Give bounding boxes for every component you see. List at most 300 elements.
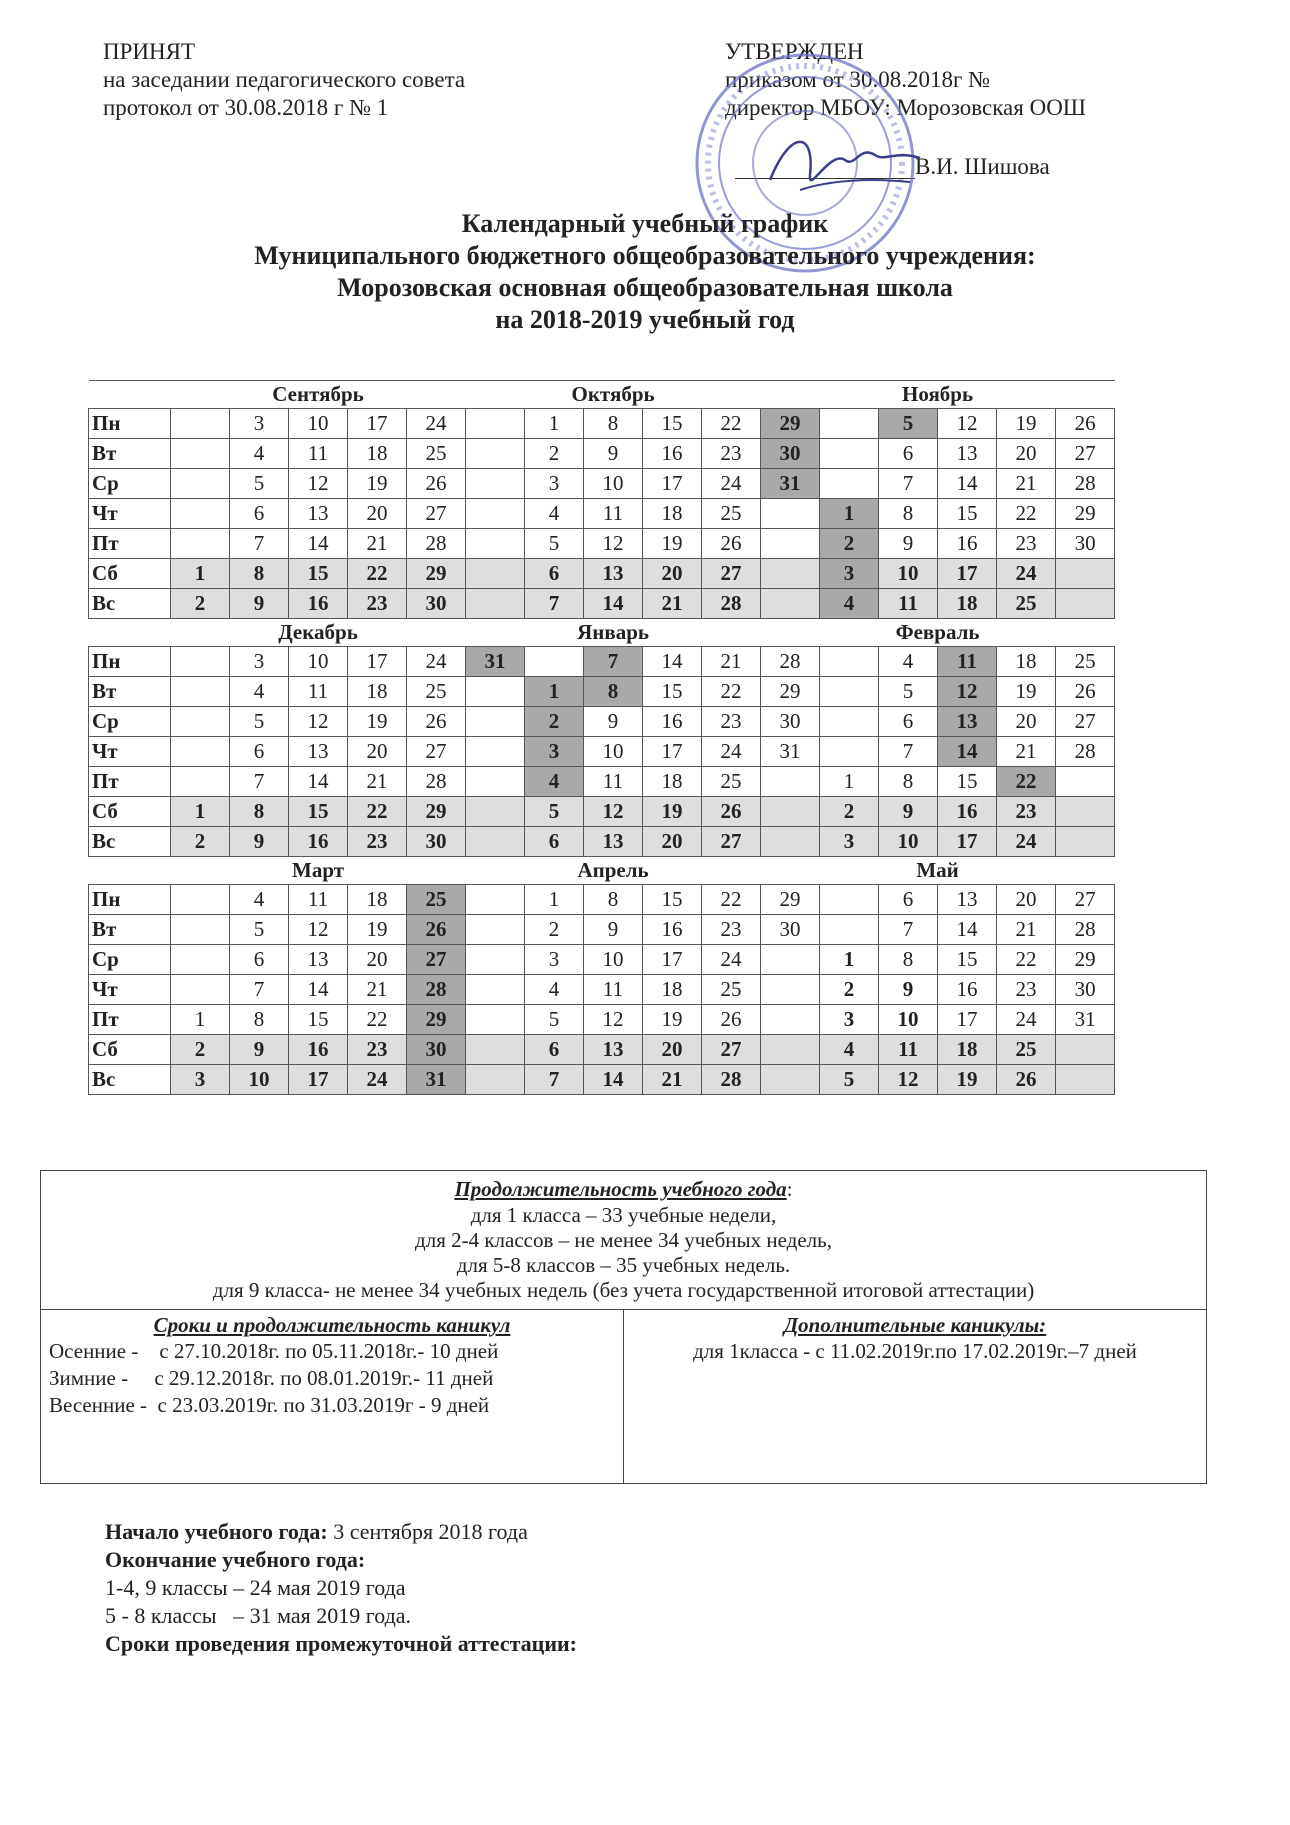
calendar-day-cell: 6 bbox=[525, 1035, 584, 1065]
calendar-day-cell: 2 bbox=[820, 797, 879, 827]
calendar-day-cell: 12 bbox=[938, 409, 997, 439]
calendar-day-cell: 10 bbox=[584, 469, 643, 499]
calendar-day-cell bbox=[1056, 589, 1115, 619]
calendar-day-cell: 8 bbox=[879, 499, 938, 529]
calendar-day-cell: 13 bbox=[584, 1035, 643, 1065]
calendar-day-cell: 29 bbox=[1056, 945, 1115, 975]
calendar-day-cell: 29 bbox=[761, 885, 820, 915]
calendar-day-cell: 30 bbox=[761, 439, 820, 469]
calendar-day-cell: 4 bbox=[525, 975, 584, 1005]
calendar-day-cell: 21 bbox=[348, 767, 407, 797]
calendar-day-cell: 5 bbox=[230, 915, 289, 945]
calendar-day-cell: 12 bbox=[938, 677, 997, 707]
accepted-protocol-line: протокол от 30.08.2018 г № 1 bbox=[103, 95, 389, 120]
calendar-day-cell bbox=[466, 409, 525, 439]
calendar-day-cell bbox=[171, 767, 230, 797]
weekday-label: Чт bbox=[89, 975, 171, 1005]
calendar-day-cell: 15 bbox=[938, 767, 997, 797]
calendar-day-cell: 22 bbox=[997, 767, 1056, 797]
calendar-day-cell: 3 bbox=[820, 1005, 879, 1035]
calendar-week-row bbox=[89, 439, 1115, 469]
calendar-day-cell: 28 bbox=[1056, 737, 1115, 767]
calendar-day-cell: 24 bbox=[997, 1005, 1056, 1035]
year-end-line: 5 - 8 классы – 31 мая 2019 года. bbox=[105, 1603, 412, 1628]
calendar-day-cell bbox=[466, 945, 525, 975]
approved-director-line: директор МБОУ: Морозовская ООШ bbox=[725, 95, 1087, 120]
calendar-day-cell: 24 bbox=[407, 647, 466, 677]
calendar-day-cell: 9 bbox=[584, 915, 643, 945]
calendar-day-cell: 19 bbox=[348, 469, 407, 499]
calendar-day-cell: 5 bbox=[525, 1005, 584, 1035]
calendar-day-cell: 16 bbox=[938, 975, 997, 1005]
calendar-day-cell: 31 bbox=[466, 647, 525, 677]
title-line: Морозовская основная общеобразовательная школа bbox=[337, 273, 953, 302]
calendar-day-cell bbox=[466, 589, 525, 619]
month-name: Апрель bbox=[466, 857, 761, 885]
calendar-day-cell: 30 bbox=[1056, 975, 1115, 1005]
calendar-day-cell: 30 bbox=[761, 915, 820, 945]
calendar-day-cell: 10 bbox=[879, 559, 938, 589]
calendar-day-cell: 11 bbox=[289, 439, 348, 469]
calendar-day-cell bbox=[1056, 767, 1115, 797]
calendar-day-cell: 31 bbox=[761, 469, 820, 499]
calendar-day-cell: 8 bbox=[230, 797, 289, 827]
calendar-week-row bbox=[89, 529, 1115, 559]
calendar-day-cell bbox=[820, 409, 879, 439]
calendar-day-cell: 28 bbox=[1056, 469, 1115, 499]
calendar-day-cell: 16 bbox=[643, 915, 702, 945]
calendar-day-cell: 9 bbox=[584, 707, 643, 737]
calendar-day-cell: 10 bbox=[879, 1005, 938, 1035]
calendar-day-cell: 23 bbox=[997, 529, 1056, 559]
calendar-day-cell: 14 bbox=[938, 469, 997, 499]
year-duration-line: для 9 класса- не менее 34 учебных недель (без учета государственной итоговой аттестации) bbox=[212, 1278, 1035, 1302]
weekday-label: Вт bbox=[89, 677, 171, 707]
calendar-day-cell: 1 bbox=[820, 767, 879, 797]
calendar-day-cell: 31 bbox=[761, 737, 820, 767]
calendar-week-row bbox=[89, 975, 1115, 1005]
calendar-day-cell: 29 bbox=[407, 1005, 466, 1035]
calendar-day-cell: 3 bbox=[230, 409, 289, 439]
calendar-day-cell: 1 bbox=[525, 677, 584, 707]
month-header-spacer bbox=[89, 619, 171, 647]
calendar-day-cell bbox=[761, 499, 820, 529]
calendar-day-cell: 25 bbox=[702, 975, 761, 1005]
month-name: Май bbox=[761, 857, 1115, 885]
calendar-day-cell: 19 bbox=[997, 677, 1056, 707]
weekday-label: Чт bbox=[89, 499, 171, 529]
calendar-day-cell: 14 bbox=[938, 737, 997, 767]
calendar-day-cell: 14 bbox=[584, 589, 643, 619]
calendar-week-row bbox=[89, 827, 1115, 857]
calendar-day-cell: 27 bbox=[1056, 885, 1115, 915]
calendar-day-cell: 3 bbox=[171, 1065, 230, 1095]
calendar-day-cell: 19 bbox=[938, 1065, 997, 1095]
calendar-day-cell bbox=[466, 439, 525, 469]
calendar-day-cell: 6 bbox=[525, 827, 584, 857]
calendar-day-cell: 7 bbox=[525, 1065, 584, 1095]
calendar-day-cell: 14 bbox=[938, 915, 997, 945]
calendar-day-cell: 17 bbox=[348, 409, 407, 439]
calendar-day-cell: 9 bbox=[879, 975, 938, 1005]
calendar-day-cell: 2 bbox=[820, 975, 879, 1005]
calendar-day-cell bbox=[171, 737, 230, 767]
director-signature bbox=[760, 120, 930, 210]
calendar-day-cell: 19 bbox=[348, 707, 407, 737]
calendar-week-row bbox=[89, 945, 1115, 975]
calendar-day-cell: 29 bbox=[1056, 499, 1115, 529]
calendar-day-cell: 21 bbox=[702, 647, 761, 677]
month-name: Март bbox=[171, 857, 466, 885]
weekday-label: Сб bbox=[89, 797, 171, 827]
calendar-week-row bbox=[89, 559, 1115, 589]
calendar-day-cell: 31 bbox=[1056, 1005, 1115, 1035]
calendar-day-cell: 23 bbox=[348, 1035, 407, 1065]
calendar-day-cell bbox=[466, 767, 525, 797]
calendar-day-cell: 4 bbox=[230, 885, 289, 915]
calendar-day-cell: 26 bbox=[997, 1065, 1056, 1095]
year-start bbox=[105, 1518, 528, 1546]
calendar-day-cell: 10 bbox=[879, 827, 938, 857]
calendar-day-cell: 9 bbox=[230, 589, 289, 619]
month-name: Ноябрь bbox=[761, 381, 1115, 409]
calendar-day-cell: 28 bbox=[407, 767, 466, 797]
calendar-day-cell: 22 bbox=[997, 499, 1056, 529]
calendar-day-cell: 21 bbox=[997, 915, 1056, 945]
calendar-day-cell: 11 bbox=[879, 1035, 938, 1065]
calendar-day-cell: 26 bbox=[407, 469, 466, 499]
calendar-day-cell: 8 bbox=[230, 559, 289, 589]
calendar-day-cell: 6 bbox=[879, 707, 938, 737]
calendar-day-cell bbox=[466, 885, 525, 915]
calendar-day-cell: 21 bbox=[997, 737, 1056, 767]
calendar-day-cell: 6 bbox=[230, 499, 289, 529]
calendar-day-cell: 15 bbox=[289, 1005, 348, 1035]
calendar-day-cell bbox=[171, 885, 230, 915]
calendar-day-cell: 21 bbox=[643, 589, 702, 619]
holidays-heading: Сроки и продолжительность каникул bbox=[153, 1313, 511, 1337]
calendar-day-cell: 25 bbox=[997, 1035, 1056, 1065]
calendar-day-cell: 20 bbox=[643, 1035, 702, 1065]
calendar-day-cell bbox=[466, 529, 525, 559]
calendar-day-cell: 2 bbox=[820, 529, 879, 559]
calendar-day-cell: 2 bbox=[525, 707, 584, 737]
weekday-label: Сб bbox=[89, 559, 171, 589]
calendar-day-cell: 5 bbox=[230, 469, 289, 499]
calendar-day-cell: 22 bbox=[702, 885, 761, 915]
calendar-week-row bbox=[89, 647, 1115, 677]
extra-holidays-line: для 1класса - с 11.02.2019г.по 17.02.2019г.–7 дней bbox=[693, 1339, 1137, 1363]
calendar-day-cell: 10 bbox=[289, 647, 348, 677]
calendar-day-cell: 16 bbox=[643, 439, 702, 469]
calendar-day-cell: 7 bbox=[230, 529, 289, 559]
month-header-spacer bbox=[89, 381, 171, 409]
calendar-day-cell bbox=[466, 499, 525, 529]
calendar-day-cell: 3 bbox=[525, 945, 584, 975]
calendar-day-cell bbox=[171, 647, 230, 677]
calendar-day-cell bbox=[1056, 797, 1115, 827]
calendar-day-cell: 2 bbox=[525, 915, 584, 945]
year-duration-heading: Продолжительность учебного года: bbox=[454, 1177, 793, 1201]
calendar-day-cell bbox=[761, 975, 820, 1005]
calendar-day-cell: 3 bbox=[230, 647, 289, 677]
calendar-day-cell bbox=[761, 945, 820, 975]
calendar-day-cell bbox=[761, 827, 820, 857]
calendar-week-row bbox=[89, 737, 1115, 767]
calendar-day-cell: 13 bbox=[938, 439, 997, 469]
calendar-week-row bbox=[89, 589, 1115, 619]
calendar-day-cell: 18 bbox=[938, 589, 997, 619]
calendar-day-cell: 22 bbox=[348, 559, 407, 589]
calendar-day-cell: 17 bbox=[289, 1065, 348, 1095]
calendar-week-row bbox=[89, 677, 1115, 707]
document-title bbox=[0, 208, 1290, 336]
calendar-day-cell bbox=[820, 439, 879, 469]
calendar-day-cell: 26 bbox=[702, 529, 761, 559]
calendar-day-cell: 7 bbox=[879, 915, 938, 945]
calendar-day-cell: 24 bbox=[997, 559, 1056, 589]
weekday-label: Вс bbox=[89, 1065, 171, 1095]
calendar-day-cell: 20 bbox=[348, 945, 407, 975]
accepted-block bbox=[103, 38, 465, 122]
weekday-label: Вс bbox=[89, 589, 171, 619]
calendar-day-cell: 12 bbox=[879, 1065, 938, 1095]
calendar-day-cell: 17 bbox=[348, 647, 407, 677]
calendar-day-cell: 24 bbox=[702, 945, 761, 975]
calendar-day-cell: 11 bbox=[879, 589, 938, 619]
calendar-day-cell: 7 bbox=[879, 737, 938, 767]
approved-order-line: приказом от 30.08.2018г № bbox=[725, 67, 991, 92]
calendar-day-cell: 25 bbox=[1056, 647, 1115, 677]
calendar-day-cell: 1 bbox=[525, 885, 584, 915]
calendar-day-cell: 2 bbox=[171, 1035, 230, 1065]
calendar-day-cell bbox=[820, 677, 879, 707]
calendar-day-cell: 25 bbox=[407, 885, 466, 915]
calendar-day-cell: 13 bbox=[289, 945, 348, 975]
calendar-day-cell: 15 bbox=[938, 499, 997, 529]
calendar-day-cell: 19 bbox=[348, 915, 407, 945]
calendar-day-cell: 26 bbox=[407, 915, 466, 945]
calendar-day-cell bbox=[1056, 559, 1115, 589]
calendar-day-cell: 18 bbox=[643, 767, 702, 797]
calendar-week-row bbox=[89, 767, 1115, 797]
calendar-day-cell: 30 bbox=[407, 827, 466, 857]
calendar-day-cell: 4 bbox=[820, 589, 879, 619]
calendar-day-cell: 28 bbox=[761, 647, 820, 677]
calendar-day-cell: 25 bbox=[407, 677, 466, 707]
calendar-day-cell bbox=[761, 1005, 820, 1035]
calendar-day-cell: 11 bbox=[584, 975, 643, 1005]
calendar-day-cell bbox=[466, 1035, 525, 1065]
calendar-day-cell: 17 bbox=[938, 559, 997, 589]
calendar-day-cell: 13 bbox=[289, 499, 348, 529]
accepted-council-line: на заседании педагогического совета bbox=[103, 67, 466, 92]
weekday-label: Пн bbox=[89, 885, 171, 915]
weekday-label: Пн bbox=[89, 647, 171, 677]
calendar-week-row bbox=[89, 469, 1115, 499]
calendar-day-cell: 3 bbox=[525, 737, 584, 767]
calendar-day-cell: 18 bbox=[348, 885, 407, 915]
calendar-day-cell bbox=[171, 975, 230, 1005]
calendar-day-cell: 2 bbox=[171, 827, 230, 857]
holidays-section bbox=[41, 1313, 623, 1419]
calendar-week-row bbox=[89, 1005, 1115, 1035]
calendar-day-cell bbox=[466, 469, 525, 499]
calendar-day-cell: 14 bbox=[289, 767, 348, 797]
calendar-day-cell bbox=[171, 409, 230, 439]
calendar-day-cell: 12 bbox=[584, 1005, 643, 1035]
calendar-day-cell: 4 bbox=[879, 647, 938, 677]
calendar-day-cell bbox=[171, 439, 230, 469]
calendar-day-cell: 17 bbox=[938, 827, 997, 857]
calendar-day-cell bbox=[466, 707, 525, 737]
calendar-day-cell: 7 bbox=[230, 975, 289, 1005]
calendar-day-cell: 19 bbox=[997, 409, 1056, 439]
calendar-day-cell: 24 bbox=[702, 469, 761, 499]
calendar-day-cell: 15 bbox=[643, 409, 702, 439]
calendar-day-cell bbox=[525, 647, 584, 677]
calendar-day-cell: 17 bbox=[938, 1005, 997, 1035]
calendar-day-cell: 20 bbox=[997, 885, 1056, 915]
calendar-day-cell: 25 bbox=[997, 589, 1056, 619]
calendar-day-cell: 21 bbox=[348, 529, 407, 559]
calendar-week-row bbox=[89, 707, 1115, 737]
weekday-label: Ср bbox=[89, 945, 171, 975]
calendar-day-cell: 29 bbox=[761, 409, 820, 439]
calendar-day-cell: 22 bbox=[702, 409, 761, 439]
calendar-day-cell: 26 bbox=[702, 797, 761, 827]
calendar-day-cell: 11 bbox=[584, 499, 643, 529]
calendar-day-cell bbox=[171, 915, 230, 945]
calendar-day-cell: 14 bbox=[289, 529, 348, 559]
calendar-day-cell: 15 bbox=[289, 559, 348, 589]
attestation-label: Сроки проведения промежуточной аттестации: bbox=[105, 1631, 578, 1656]
calendar-day-cell: 13 bbox=[938, 707, 997, 737]
calendar-week-row bbox=[89, 797, 1115, 827]
calendar-day-cell: 27 bbox=[702, 827, 761, 857]
calendar-day-cell: 26 bbox=[1056, 677, 1115, 707]
calendar-day-cell: 1 bbox=[820, 945, 879, 975]
calendar-week-row bbox=[89, 409, 1115, 439]
calendar-day-cell: 28 bbox=[702, 1065, 761, 1095]
calendar-day-cell bbox=[820, 469, 879, 499]
calendar-day-cell: 7 bbox=[879, 469, 938, 499]
calendar-day-cell: 8 bbox=[230, 1005, 289, 1035]
holidays-line: Зимние - с 29.12.2018г. по 08.01.2019г.- 11 дней bbox=[49, 1366, 494, 1390]
calendar-day-cell: 11 bbox=[938, 647, 997, 677]
calendar-day-cell: 8 bbox=[584, 409, 643, 439]
calendar-day-cell: 16 bbox=[938, 529, 997, 559]
calendar-day-cell: 4 bbox=[230, 439, 289, 469]
calendar-day-cell bbox=[466, 559, 525, 589]
calendar-day-cell: 26 bbox=[702, 1005, 761, 1035]
calendar-day-cell: 21 bbox=[997, 469, 1056, 499]
month-name: Январь bbox=[466, 619, 761, 647]
calendar-day-cell: 20 bbox=[997, 707, 1056, 737]
calendar-day-cell: 1 bbox=[820, 499, 879, 529]
calendar-day-cell: 8 bbox=[879, 945, 938, 975]
title-line: на 2018-2019 учебный год bbox=[495, 305, 795, 334]
weekday-label: Вт bbox=[89, 439, 171, 469]
calendar-day-cell: 8 bbox=[879, 767, 938, 797]
calendar-day-cell: 12 bbox=[584, 529, 643, 559]
calendar-day-cell: 28 bbox=[407, 975, 466, 1005]
calendar-day-cell: 9 bbox=[230, 1035, 289, 1065]
calendar-day-cell: 13 bbox=[584, 827, 643, 857]
calendar-day-cell: 18 bbox=[997, 647, 1056, 677]
weekday-label: Пт bbox=[89, 529, 171, 559]
weekday-label: Пт bbox=[89, 1005, 171, 1035]
calendar-day-cell: 6 bbox=[230, 945, 289, 975]
calendar-day-cell: 19 bbox=[643, 797, 702, 827]
year-duration-line: для 5-8 классов – 35 учебных недель. bbox=[456, 1253, 791, 1277]
calendar-day-cell bbox=[761, 529, 820, 559]
calendar-day-cell: 22 bbox=[348, 1005, 407, 1035]
calendar-day-cell: 3 bbox=[820, 827, 879, 857]
calendar-day-cell: 5 bbox=[525, 529, 584, 559]
calendar-day-cell: 9 bbox=[879, 529, 938, 559]
calendar-week-row bbox=[89, 885, 1115, 915]
calendar-day-cell: 3 bbox=[525, 469, 584, 499]
calendar-day-cell: 9 bbox=[584, 439, 643, 469]
calendar-week-row bbox=[89, 499, 1115, 529]
calendar-week-row bbox=[89, 915, 1115, 945]
calendar-day-cell: 9 bbox=[879, 797, 938, 827]
calendar-day-cell: 17 bbox=[643, 945, 702, 975]
weekday-label: Ср bbox=[89, 469, 171, 499]
month-name: Октябрь bbox=[466, 381, 761, 409]
calendar-day-cell: 29 bbox=[407, 797, 466, 827]
calendar-day-cell: 5 bbox=[230, 707, 289, 737]
month-header-row bbox=[89, 381, 1115, 409]
calendar-day-cell: 17 bbox=[643, 469, 702, 499]
calendar-day-cell bbox=[171, 499, 230, 529]
calendar-day-cell: 15 bbox=[643, 677, 702, 707]
calendar-day-cell: 18 bbox=[348, 439, 407, 469]
calendar-day-cell: 7 bbox=[230, 767, 289, 797]
calendar-day-cell: 16 bbox=[289, 589, 348, 619]
year-start-label: Начало учебного года: bbox=[105, 1519, 328, 1544]
calendar-day-cell bbox=[466, 797, 525, 827]
calendar-day-cell bbox=[761, 589, 820, 619]
weekday-label: Сб bbox=[89, 1035, 171, 1065]
calendar-day-cell bbox=[171, 677, 230, 707]
calendar-day-cell: 16 bbox=[289, 1035, 348, 1065]
calendar-day-cell: 27 bbox=[702, 559, 761, 589]
calendar-day-cell: 12 bbox=[289, 707, 348, 737]
calendar-day-cell: 23 bbox=[702, 915, 761, 945]
calendar-day-cell: 30 bbox=[1056, 529, 1115, 559]
calendar-day-cell: 23 bbox=[348, 827, 407, 857]
calendar-day-cell bbox=[1056, 1065, 1115, 1095]
calendar-day-cell: 27 bbox=[407, 945, 466, 975]
calendar-day-cell: 6 bbox=[879, 439, 938, 469]
calendar-day-cell bbox=[466, 1065, 525, 1095]
calendar-day-cell: 20 bbox=[643, 559, 702, 589]
calendar-day-cell: 1 bbox=[171, 559, 230, 589]
calendar-day-cell: 27 bbox=[702, 1035, 761, 1065]
calendar-day-cell: 2 bbox=[525, 439, 584, 469]
calendar-day-cell: 19 bbox=[643, 529, 702, 559]
calendar-day-cell: 18 bbox=[348, 677, 407, 707]
calendar-day-cell: 9 bbox=[230, 827, 289, 857]
weekday-label: Вт bbox=[89, 915, 171, 945]
calendar-day-cell: 18 bbox=[643, 499, 702, 529]
calendar-day-cell: 6 bbox=[525, 559, 584, 589]
calendar-day-cell: 4 bbox=[525, 767, 584, 797]
calendar-day-cell bbox=[171, 469, 230, 499]
calendar-day-cell: 20 bbox=[348, 737, 407, 767]
